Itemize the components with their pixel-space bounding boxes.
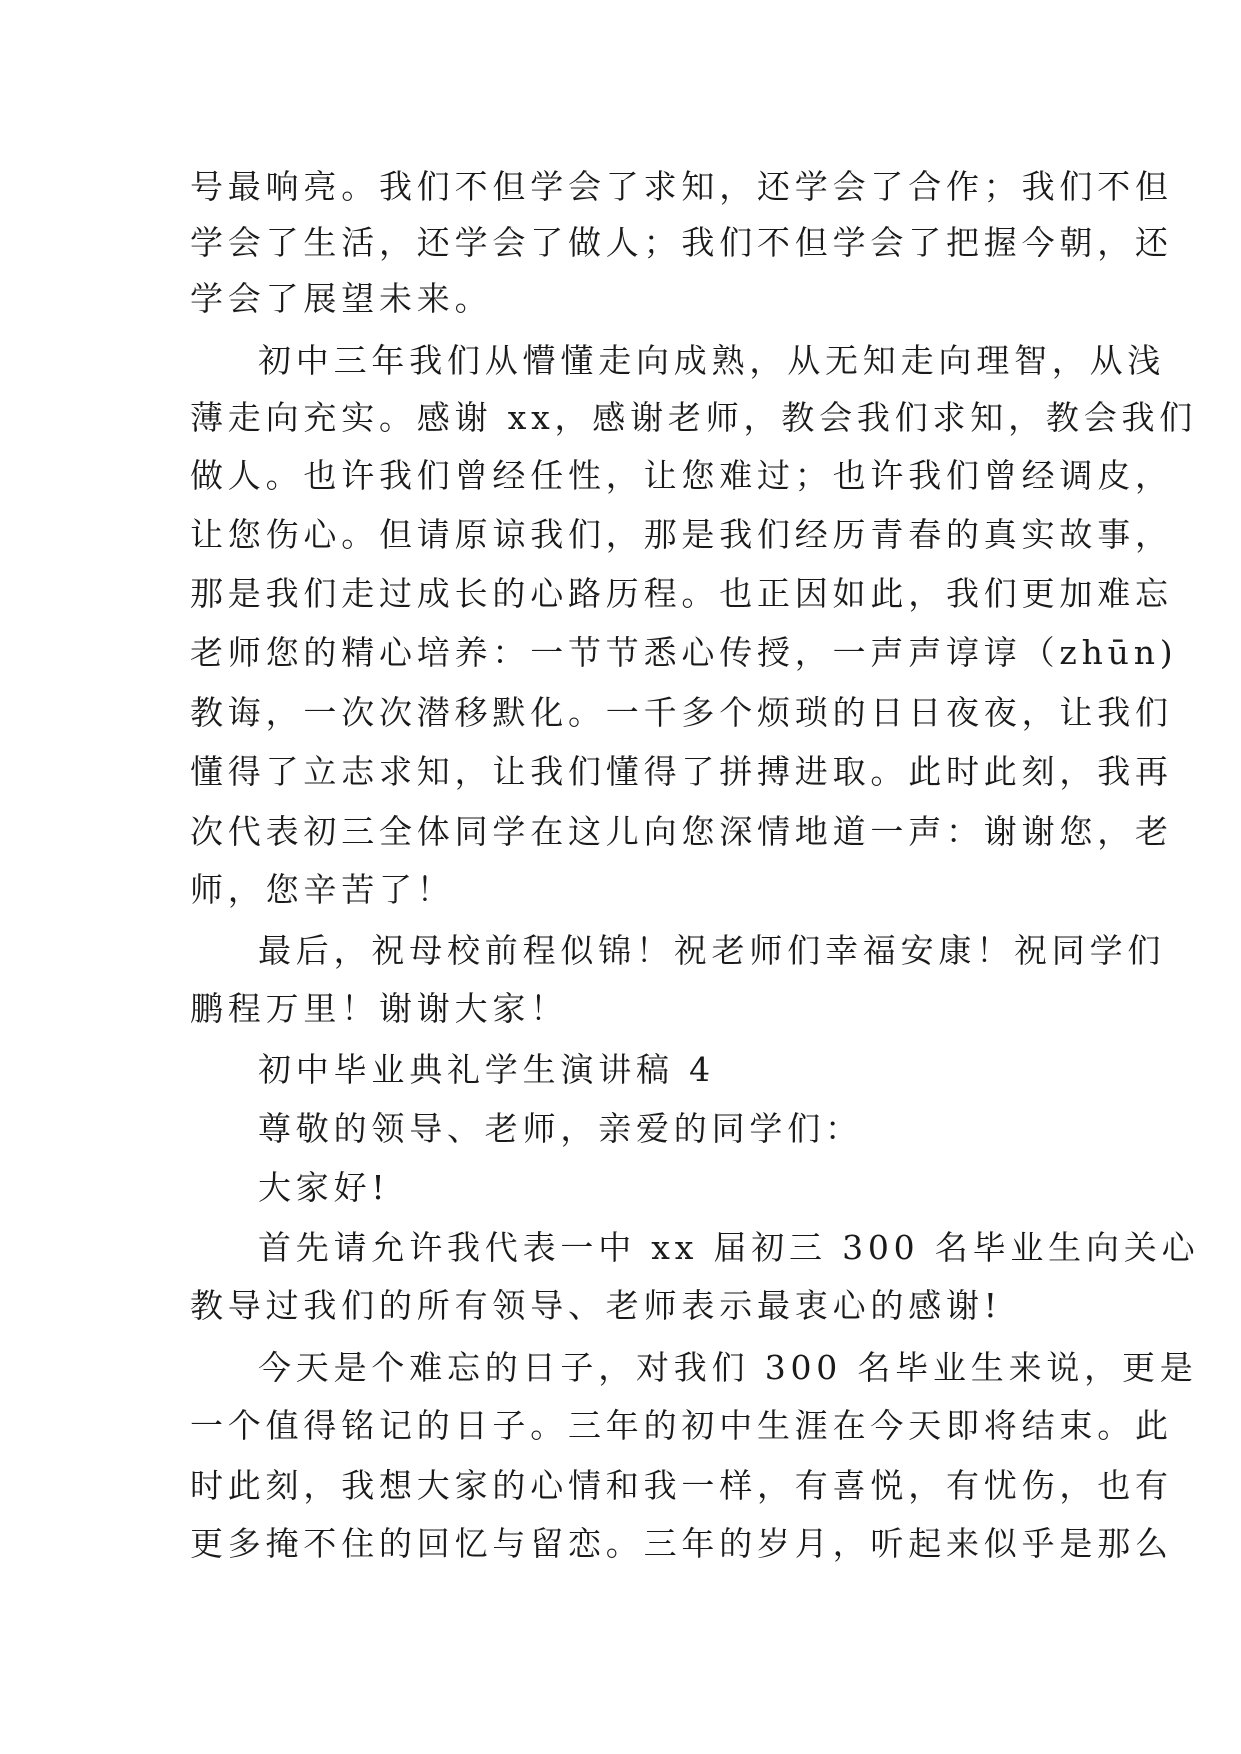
text-line: 教导过我们的所有领导、老师表示最衷心的感谢!: [190, 1286, 1002, 1325]
section-title: 初中毕业典礼学生演讲稿 4: [258, 1050, 715, 1089]
text-line: 一个值得铭记的日子。三年的初中生涯在今天即将结束。此: [190, 1406, 1173, 1445]
text-line: 那是我们走过成长的心路历程。也正因如此，我们更加难忘: [190, 574, 1173, 613]
paragraph-first-line: 初中三年我们从懵懂走向成熟，从无知走向理智，从浅: [258, 341, 1166, 380]
text-line: 鹏程万里！谢谢大家！: [190, 989, 568, 1028]
text-line: 学会了展望未来。: [190, 279, 493, 318]
text-line: 老师您的精心培养：一节节悉心传授，一声声谆谆（zhūn): [190, 633, 1178, 672]
text-line: 更多掩不住的回忆与留恋。三年的岁月，听起来似乎是那么: [190, 1524, 1173, 1563]
paragraph-first-line: 最后，祝母校前程似锦！祝老师们幸福安康！祝同学们: [258, 931, 1166, 970]
text-line: 做人。也许我们曾经任性，让您难过；也许我们曾经调皮，: [190, 456, 1173, 495]
paragraph-first-line: 首先请允许我代表一中 xx 届初三 300 名毕业生向关心: [258, 1228, 1200, 1267]
text-line: 师，您辛苦了！: [190, 870, 455, 909]
text-line: 时此刻，我想大家的心情和我一样，有喜悦，有忧伤，也有: [190, 1466, 1173, 1505]
text-line: 号最响亮。我们不但学会了求知，还学会了合作；我们不但: [190, 167, 1173, 206]
text-line: 学会了生活，还学会了做人；我们不但学会了把握今朝，还: [190, 223, 1173, 262]
text-line: 让您伤心。但请原谅我们，那是我们经历青春的真实故事，: [190, 515, 1173, 554]
text-line: 懂得了立志求知，让我们懂得了拼搏进取。此时此刻，我再: [190, 752, 1173, 791]
paragraph-first-line: 今天是个难忘的日子，对我们 300 名毕业生来说，更是: [258, 1348, 1198, 1387]
text-line: 薄走向充实。感谢 xx，感谢老师，教会我们求知，教会我们: [190, 398, 1198, 437]
text-line: 教诲，一次次潜移默化。一千多个烦琐的日日夜夜，让我们: [190, 693, 1173, 732]
salutation: 尊敬的领导、老师，亲爱的同学们：: [258, 1109, 863, 1148]
greeting: 大家好!: [258, 1168, 390, 1207]
text-line: 次代表初三全体同学在这儿向您深情地道一声：谢谢您，老: [190, 812, 1173, 851]
